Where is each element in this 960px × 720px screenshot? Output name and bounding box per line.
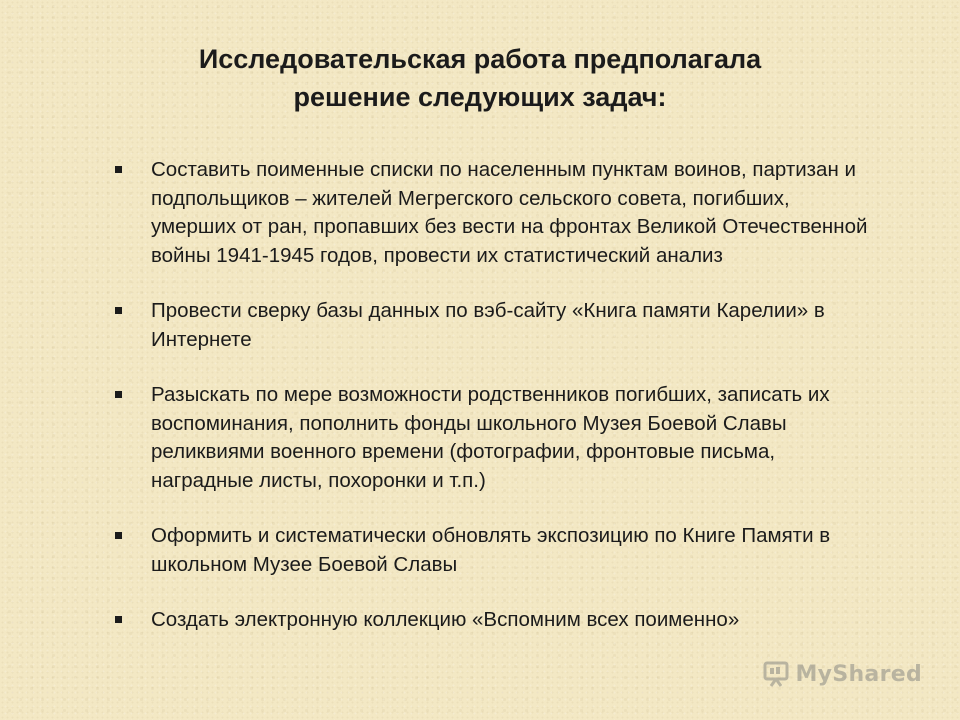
square-bullet-icon (115, 532, 122, 539)
square-bullet-icon (115, 166, 122, 173)
watermark (762, 660, 922, 688)
watermark-text: MyShared (795, 661, 922, 687)
square-bullet-icon (115, 307, 122, 314)
task-text: Составить поименные списки по населенным пунктам воинов, партизан и подпольщиков – жителей Мегрегского сельского совета, погибших, умерших от ран, пропавших без вести на фронтах Великой Отечественной войны 1941-1945 годов, провести их статистический анализ (151, 158, 868, 267)
task-item (112, 156, 872, 270)
presentation-board-icon (762, 660, 790, 688)
task-text: Разыскать по мере возможности родственников погибших, записать их воспоминания, пополнить фонды школьного Музея Боевой Славы реликвиями военного времени (фотографии, фронтовые письма, наградные листы, похоронки и т.п.) (151, 383, 830, 492)
square-bullet-icon (115, 616, 122, 623)
task-item (112, 297, 872, 354)
task-list (112, 156, 872, 662)
task-text: Оформить и систематически обновлять экспозицию по Книге Памяти в школьном Музее Боевой Славы (151, 524, 831, 576)
task-item (112, 522, 872, 579)
task-text: Провести сверку базы данных по вэб-сайту «Книга памяти Карелии» в Интернете (151, 299, 825, 351)
task-text: Создать электронную коллекцию «Вспомним всех поименно» (151, 608, 740, 631)
task-item (112, 381, 872, 495)
square-bullet-icon (115, 391, 122, 398)
slide-title: Исследовательская работа предполагала решение следующих задач: (198, 44, 762, 112)
task-item (112, 606, 872, 635)
